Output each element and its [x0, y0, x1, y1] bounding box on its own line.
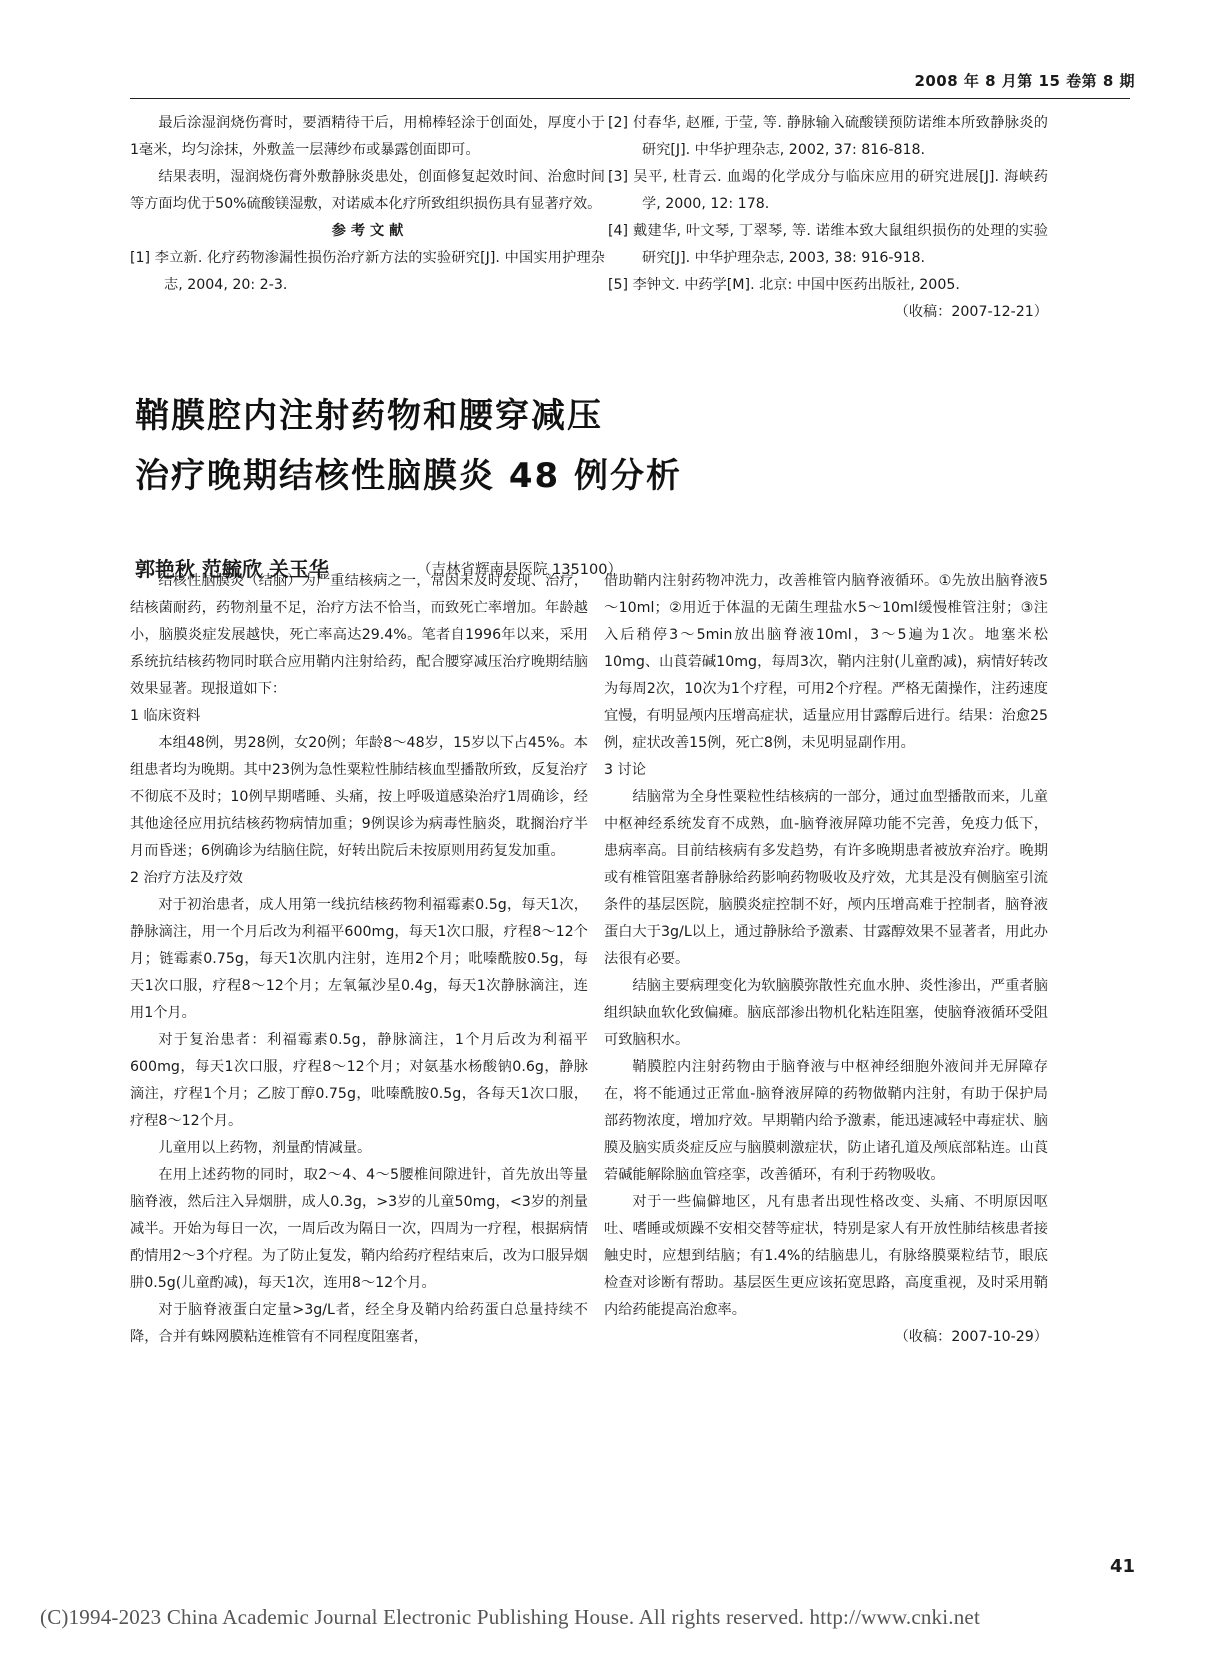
reference-item: [4] 戴建华, 叶文琴, 丁翠琴, 等. 诺维本致大鼠组织损伤的处理的实验研究[J]. 中华护理杂志, 2003, 38: 916-918. [608, 223, 1048, 266]
prev-paragraph: 结果表明，湿润烧伤膏外敷静脉炎患处，创面修复起效时间、治愈时间等方面均优于50%硫酸镁湿敷，对诺威本化疗所致组织损伤具有显著疗效。 [130, 169, 605, 212]
prev-paragraph: 最后涂湿润烧伤膏时，要酒精待干后，用棉棒轻涂于创面处，厚度小于1毫米，均匀涂抹，外敷盖一层薄纱布或暴露创面即可。 [130, 115, 605, 158]
body-paragraph: 结核性脑膜炎（结脑）为严重结核病之一，常因未及时发现、治疗，结核菌耐药，药物剂量不足，治疗方法不恰当，而致死亡率增加。年龄越小，脑膜炎症发展越快，死亡率高达29.4%。笔者自1996年以来，采用系统抗结核药物同时联合应用鞘内注射给药，配合腰穿减压治疗晚期结脑效果显著。现报道如下： [130, 573, 588, 697]
body-paragraph: 结脑主要病理变化为软脑膜弥散性充血水肿、炎性渗出，严重者脑组织缺血软化致偏瘫。脑底部渗出物机化粘连阻塞，使脑脊液循环受阻可致脑积水。 [604, 978, 1048, 1048]
article-title-line-1: 鞘膜腔内注射药物和腰穿减压 [135, 396, 603, 436]
article-title-line-2: 治疗晚期结核性脑膜炎 48 例分析 [135, 456, 682, 496]
section-heading: 2 治疗方法及疗效 [130, 870, 243, 886]
body-paragraph: 对于一些偏僻地区，凡有患者出现性格改变、头痛、不明原因呕吐、嗜睡或烦躁不安相交替等症状，特别是家人有开放性肺结核患者接触史时，应想到结脑；有1.4%的结脑患儿，有脉络膜粟粒结节，眼底检查对诊断有帮助。基层医生更应该拓宽思路，高度重视，及时采用鞘内给药能提高治愈率。 [604, 1194, 1048, 1318]
prev-article-left-column [130, 110, 605, 299]
section-heading: 1 临床资料 [130, 708, 201, 724]
body-paragraph: 本组48例，男28例，女20例；年龄8～48岁，15岁以下占45%。本组患者均为晚期。其中23例为急性粟粒性肺结核血型播散所致，反复治疗不彻底不及时；10例早期嗜睡、头痛，按上呼吸道感染治疗1周确诊，经其他途径应用抗结核药物病情加重；9例误诊为病毒性脑炎，耽搁治疗半月而昏迷；6例确诊为结脑住院，好转出院后未按原则用药复发加重。 [130, 735, 588, 859]
body-paragraph: 对于复治患者：利福霉素0.5g，静脉滴注，1个月后改为利福平600mg，每天1次口服，疗程8～12个月；对氨基水杨酸钠0.6g，静脉滴注，疗程1个月；乙胺丁醇0.75g，吡嗪酰胺0.5g，各每天1次口服，疗程8～12个月。 [130, 1032, 588, 1129]
prev-article-right-column [608, 110, 1048, 326]
body-paragraph: 对于脑脊液蛋白定量>3g/L者，经全身及鞘内给药蛋白总量持续不降，合并有蛛网膜粘连椎管有不同程度阻塞者， [130, 1302, 588, 1345]
reference-item: [1] 李立新. 化疗药物渗漏性损伤治疗新方法的实验研究[J]. 中国实用护理杂志, 2004, 20: 2-3. [130, 250, 605, 293]
reference-item: [3] 吴平, 杜青云. 血竭的化学成分与临床应用的研究进展[J]. 海峡药学, 2000, 12: 178. [608, 169, 1048, 212]
body-paragraph: 借助鞘内注射药物冲洗力，改善椎管内脑脊液循环。①先放出脑脊液5～10ml；②用近于体温的无菌生理盐水5～10ml缓慢椎管注射；③注入后稍停3～5min放出脑脊液10ml，3～5遍为1次。地塞米松10mg、山莨菪碱10mg，每周3次，鞘内注射(儿童酌减)，病情好转改为每周2次，10次为1个疗程，可用2个疗程。严格无菌操作，注药速度宜慢，有明显颅内压增高症状，适量应用甘露醇后进行。结果：治愈25例，症状改善15例，死亡8例，未见明显副作用。 [604, 573, 1048, 751]
body-paragraph: 鞘膜腔内注射药物由于脑脊液与中枢神经细胞外液间并无屏障存在，将不能通过正常血-脑脊液屏障的药物做鞘内注射，有助于保护局部药物浓度，增加疗效。早期鞘内给予激素，能迅速减轻中毒症状、脑膜及脑实质炎症反应与脑膜刺激症状，防止诸孔道及颅底部粘连。山莨菪碱能解除脑血管痉挛，改善循环，有利于药物吸收。 [604, 1059, 1048, 1183]
reference-item: [5] 李钟文. 中药学[M]. 北京: 中国中医药出版社, 2005. [608, 277, 960, 293]
header-rule [130, 98, 1130, 99]
reference-item: [2] 付春华, 赵雁, 于莹, 等. 静脉输入硫酸镁预防诺维本所致静脉炎的研究[J]. 中华护理杂志, 2002, 37: 816-818. [608, 115, 1048, 158]
article-affiliation: （吉林省辉南县医院 135100） [417, 562, 622, 578]
received-date: （收稿：2007-12-21） [894, 304, 1048, 320]
body-paragraph: 在用上述药物的同时，取2～4、4～5腰椎间隙进针，首先放出等量脑脊液，然后注入异烟肼，成人0.3g，>3岁的儿童50mg，<3岁的剂量减半。开始为每日一次，一周后改为隔日一次，四周为一疗程，根据病情酌情用2～3个疗程。为了防止复发，鞘内给药疗程结束后，改为口服异烟肼0.5g(儿童酌减)，每天1次，连用8～12个月。 [130, 1167, 588, 1291]
article-authors: 郭艳秋 范毓欣 关玉华 [135, 557, 329, 581]
article-right-column [604, 568, 1048, 1351]
journal-issue-info: 2008 年 8 月第 15 卷第 8 期 [914, 72, 1135, 90]
section-heading: 3 讨论 [604, 762, 646, 778]
copyright-footer: (C)1994-2023 China Academic Journal Electronic Publishing House. All rights reserved. http://www.cnki.net [40, 1605, 980, 1629]
received-date: （收稿：2007-10-29） [894, 1329, 1048, 1345]
body-paragraph: 儿童用以上药物，剂量酌情减量。 [158, 1140, 372, 1156]
body-paragraph: 对于初治患者，成人用第一线抗结核药物利福霉素0.5g，每天1次，静脉滴注，用一个月后改为利福平600mg，每天1次口服，疗程8～12个月；链霉素0.75g，每天1次肌内注射，连用2个月；吡嗪酰胺0.5g，每天1次口服，疗程8～12个月；左氧氟沙星0.4g，每天1次静脉滴注，连用1个月。 [130, 897, 588, 1021]
page-number: 41 [1109, 1556, 1135, 1577]
article-left-column [130, 568, 588, 1351]
body-paragraph: 结脑常为全身性粟粒性结核病的一部分，通过血型播散而来，儿童中枢神经系统发育不成熟，血-脑脊液屏障功能不完善，免疫力低下，患病率高。目前结核病有多发趋势，有许多晚期患者被放弃治疗。晚期或有椎管阻塞者静脉给药影响药物吸收及疗效，尤其是没有侧脑室引流条件的基层医院，脑膜炎症控制不好，颅内压增高难于控制者，脑脊液蛋白大于3g/L以上，通过静脉给予激素、甘露醇效果不显著者，用此办法很有必要。 [604, 789, 1048, 967]
references-heading: 参 考 文 献 [331, 223, 404, 239]
